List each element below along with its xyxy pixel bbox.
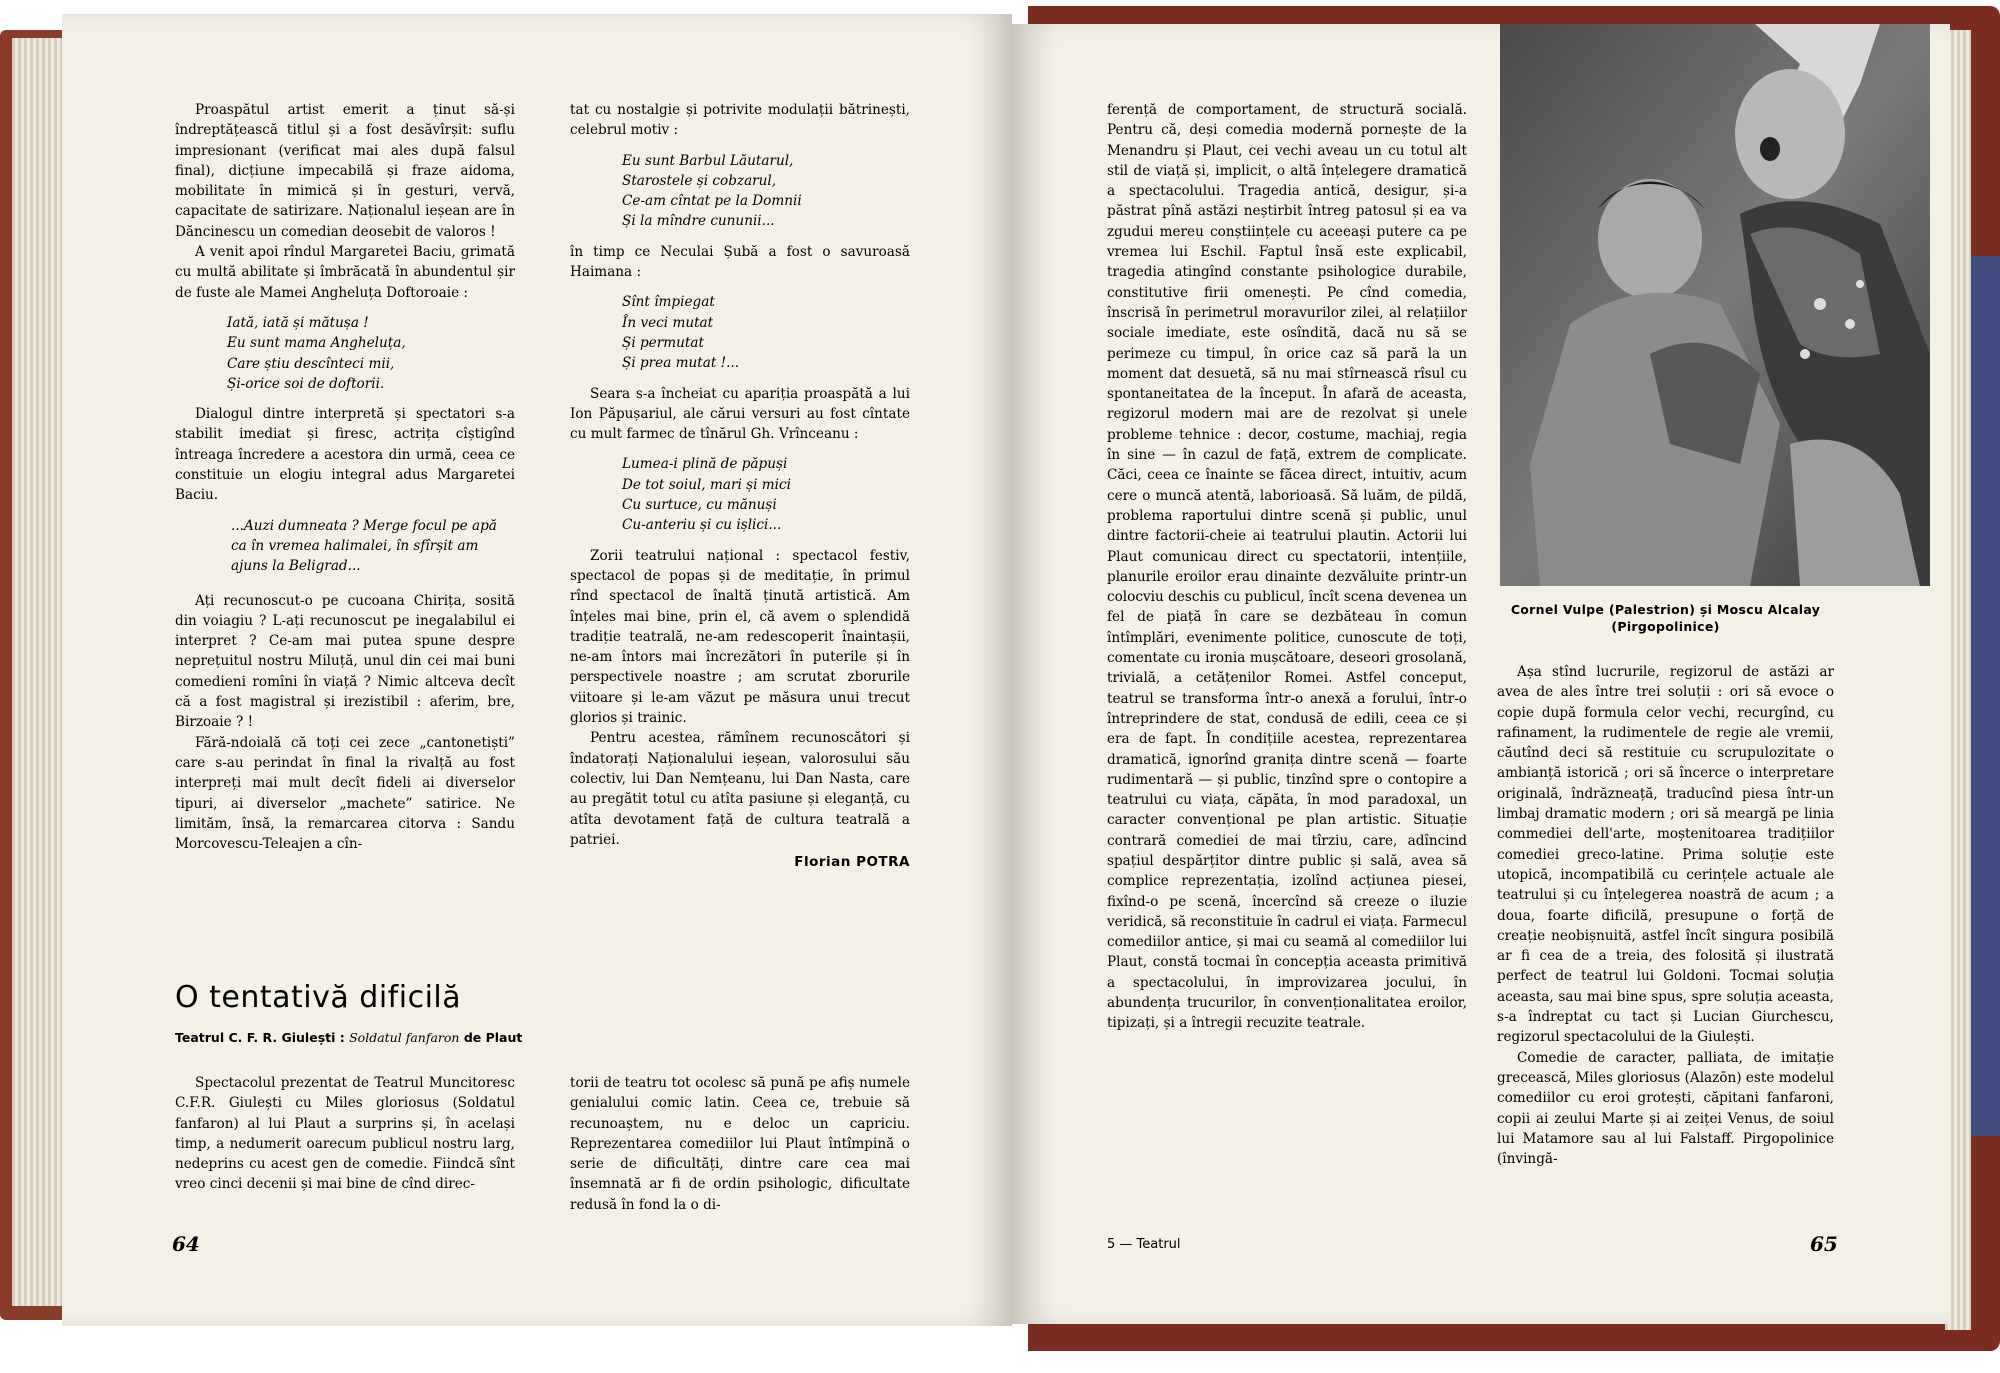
paragraph: Proaspătul artist emerit a ținut să-și îndreptățească titlul și a fost desăvîrșit: suflu impresionant (verificat mai ales după falsul final), dicțiune impecabilă și fraze aidoma, mobilitate în mimică și în gesturi, vervă, capacitate de satirizare. Naționalul ieșean are în Dăncinescu un comedian deosebit de valoros ! [175,102,515,240]
verse-block [231,516,515,577]
subtitle-author: de Plaut [459,1030,523,1045]
paragraph: Fără-ndoială că toți cei zece „cantonetiști” care s-au perindat în final la rivalță au fost interpreți mai mult decît fideli ai diverselor tipuri, ai diverselor „machete” satirice. Ne limităm, însă, la remarcarea citorva : Sandu Morcovescu-Teleajen a cîn- [175,734,515,853]
author-signature: Florian POTRA [794,854,910,871]
subtitle-theatre: Teatrul C. F. R. Giulești : [175,1030,350,1045]
paragraph: Spectacolul prezentat de Teatrul Muncitoresc C.F.R. Giulești cu Miles gloriosus (Soldatul fanfaron) al lui Plaut a surprins și, în același timp, a nedumerit oarecum publicul nostru larg, nedeprins cu acest gen de comedie. Fiindcă sînt vreo cinci decenii și mai bine de cînd direc- [175,1075,515,1193]
paragraph: Zorii teatrului național : spectacol festiv, spectacol de popas și de meditație, în primul rînd spectacol de înaltă ținută artistică. Am înțeles mai bine, prin el, că avem o splendidă tradiție teatrală, ne-am redescoperit înaintașii, ne-am întors mai încrezători în puterile și în perspectivele noastre ; am scrutat zborurile viitoare și le-am văzut pe măsura unui trecut glorios și trainic. [570,547,910,727]
subtitle-play: Soldatul fanfaron [349,1030,460,1045]
right-column-2 [1497,662,1834,1169]
right-column-1 [1107,100,1467,1034]
verse-line: Cu surtuce, cu mănuși [622,497,777,514]
verse-block [622,151,910,232]
verse-line: Și permutat [622,334,704,351]
paragraph: Pentru acestea, rămînem recunoscători și îndatorați Naționalului ieșean, valorosului său colectiv, lui Dan Nemțeanu, lui Dan Nasta, care au pregătit totul cu atîta pasiune și eleganță, cu atîta devotament față de cultura teatrală a patriei. [570,730,910,848]
article-subtitle [175,1030,522,1045]
left-column-1-bottom [175,1073,515,1195]
left-column-2-bottom [570,1073,910,1215]
verse-line: Starostele și cobzarul, [622,172,777,189]
verse-block [622,292,910,373]
verse-line: De tot soiul, mari și mici [622,476,791,493]
verse-line: Cu-anteriu și cu ișlici... [622,517,782,534]
verse-block [622,454,910,535]
verse-line: Și-orice soi de doftorii. [227,375,385,392]
photo-caption: Cornel Vulpe (Palestrion) și Moscu Alcalay (Pirgopolinice) [1510,602,1821,634]
paragraph: Ați recunoscut-o pe cucoana Chirița, sosită din voiagiu ? L-ați recunoscut pe inegalabilul ei interpret ? Ce-am mai putea spune despre neprețuitul nostru Miluță, unul din cei mai buni comedieni romîni în viață ? Nimic altceva decît că a fost magistral și irezistibil : aferim, bre, Birzoaie ? ! [175,592,515,731]
verse-block [227,313,515,394]
actors-photo-image [1500,24,1930,586]
verse-line: Sînt împiegat [622,294,715,311]
paragraph: torii de teatru tot ocolesc să pună pe afiș numele genialului comic latin. Ceea ce, trebuie să recunoaștem, nu e deloc un capriciu. Reprezentarea comediilor lui Plaut întîmpină o serie de dificultăți, dintre care cea mai însemnată ar fi de ordin psihologic, dificultate redusă în fond la o di- [570,1075,910,1213]
paragraph: în timp ce Neculai Șubă a fost o savuroasă Haimana : [570,243,910,281]
verse-line: Și la mîndre cununii... [622,213,775,230]
verse-line: Eu sunt Barbul Lăutarul, [622,152,794,169]
printer-signature-mark: 5 — Teatrul [1107,1237,1181,1252]
verse-line: Și prea mutat !... [622,355,740,372]
verse-line: Iată, iată și mătușa ! [227,314,369,331]
article-title: O tentativă dificilă [175,980,462,1015]
paragraph: ferență de comportament, de structură socială. Pentru că, deși comedia modernă pornește de la Menandru și Plaut, cei vechi aveau un cu totul alt stil de viață și, implicit, o altă înțelegere dramatică a spectacolului. Tragedia antică, desigur, și-a păstrat pînă astăzi neștirbit întreg patosul și ea va zgudui mereu conștiințele cu aceeași putere ca pe vremea lui Eschil. Faptul însă este explicabil, tragedia atingînd constante psihologice durabile, constitutive firii omenești. Pe cînd comedia, înscrisă în perimetrul moravurilor zilei, al relațiilor sociale imediate, este osîndită, dacă nu să se perimeze cu timpul, în orice caz să pară la un moment dat desuetă, să nu mai stîrnească rîsul cu spontaneitatea de la început. În afară de aceasta, regizorul modern mai are de rezolvat și unele probleme tehnice : decor, costume, machiaj, regia în sine — în cazul de față, extrem de complicate. Căci, ceea ce înainte se făcea direct, intuitiv, acum cere o muncă atentă, laborioasă. Să luăm, de pildă, problema raportului dintre scenă și public, unul dintre factorii-cheie ai teatrului plautin. Actorii lui Plaut comunicau direct cu spectatorii, intențiile, planurile eroilor erau dinainte dezvăluite printr-un colocviu deschis cu publicul, încît scena devenea un fel de piață în care se dezbăteau în comun întîmplări, evenimente politice, cunoscute de toți, comentate cu ironia mușcătoare, deseori grosolană, trivială, a cetățenilor Romei. Astfel conceput, teatrul se transforma într-o anexă a forului, într-o întreprindere de stat, condusă de edili, ceea ce și era de fapt. În condițiile acestea, reprezentarea dramatică, ignorînd granița dintre scenă — foarte rudimentară — și public, tinzînd spre o contopire a teatrului cu viața, căpăta, în mod paradoxal, un caracter convențional pe plan artistic. Situație contrară comediei de mai tîrziu, care, adîncind spațiul despărțitor dintre public și sală, avea să complice reprezentația, izolînd acțiunea piesei, fixînd-o pe scenă, încercînd să creeze o iluzie veridică, să reconstituie în cadrul ei viața. Farmecul comediilor antice, și mai cu seamă al comediilor lui Plaut, constă tocmai în concepția aceasta primitivă a spectacolului, în improvizarea jocului, în abundența trucurilor, în convenționalitatea eroilor, tipizați, și a întregii recuzite teatrale. [1107,102,1467,1032]
paragraph: Seara s-a încheiat cu apariția proaspătă a lui Ion Păpușariul, ale cărui versuri au fost cîntate cu mult farmec de tînărul Gh. Vrînceanu : [570,385,910,443]
left-column-2-top [570,100,910,872]
paragraph: Comedie de caracter, palliata, de imitație grecească, Miles gloriosus (Alazōn) este modelul comediilor cu eroi grotești, căpitani fanfaroni, copii ai zeului Marte și ai zeiței Venus, de soiul lui Matamore sau al lui Falstaff. Pirgopolinice (învingă- [1497,1049,1835,1168]
page-number-left: 64 [172,1232,200,1256]
verse-line: Eu sunt mama Angheluța, [227,335,406,352]
verse-line: Lumea-i plină de păpuși [622,456,788,473]
verse-line: În veci mutat [622,314,714,331]
left-column-1-top [175,100,515,854]
paragraph: Dialogul dintre interpretă și spectatori s-a stabilit imediat și firesc, actrița cîștigînd întreaga încredere a acestora din urmă, ceea ce constituie un elogiu integral adus Margaretei Baciu. [175,406,515,504]
verse-line: ...Auzi dumneata ? Merge focul pe apă ca în vremea halimalei, în sfîrșit am ajuns la Beligrad... [231,517,497,575]
production-photo [1500,24,1930,586]
verse-line: Care știu descînteci mii, [227,355,395,372]
paragraph: Așa stînd lucrurile, regizorul de astăzi ar avea de ales între trei soluții : ori să evoce o copie după formula celor vechi, recurgînd, cu rafinament, la rudimentele de regie ale vremii, căutînd deci să restituie cu scrupulozitate o ambianță istorică ; ori să încerce o interpretare originală, îndrăzneață, traducînd piesa într-un limbaj dramatic modern ; ori să meargă pe linia commediei dell'arte, moștenitoarea tradițiilor comediei greco-latine. Prima soluție este utopică, incompatibilă cu cerințele actuale ale teatrului și cu înțelegerea noastră de acum ; a doua, foarte dificilă, presupune o forță de creație neobișnuită, astfel încît singura posibilă ar fi cea de a treia, des folosită și ilustrată perfect de teatrul lui Goldoni. Tocmai soluția aceasta, sau mai bine spus, spre soluția aceasta, s-a îndreptat cu tact și Lucian Giurchescu, regizorul spectacolului de la Giulești. [1497,664,1834,1046]
paragraph: tat cu nostalgie și potrivite modulații bătrinești, celebrul motiv : [570,102,910,139]
paragraph: A venit apoi rîndul Margaretei Baciu, grimată cu multă abilitate și îmbrăcată în abundentul șir de fuste ale Mamei Angheluța Doftoroaie : [175,244,515,301]
verse-line: Ce-am cîntat pe la Domnii [622,193,802,210]
page-number-right: 65 [1810,1232,1838,1256]
